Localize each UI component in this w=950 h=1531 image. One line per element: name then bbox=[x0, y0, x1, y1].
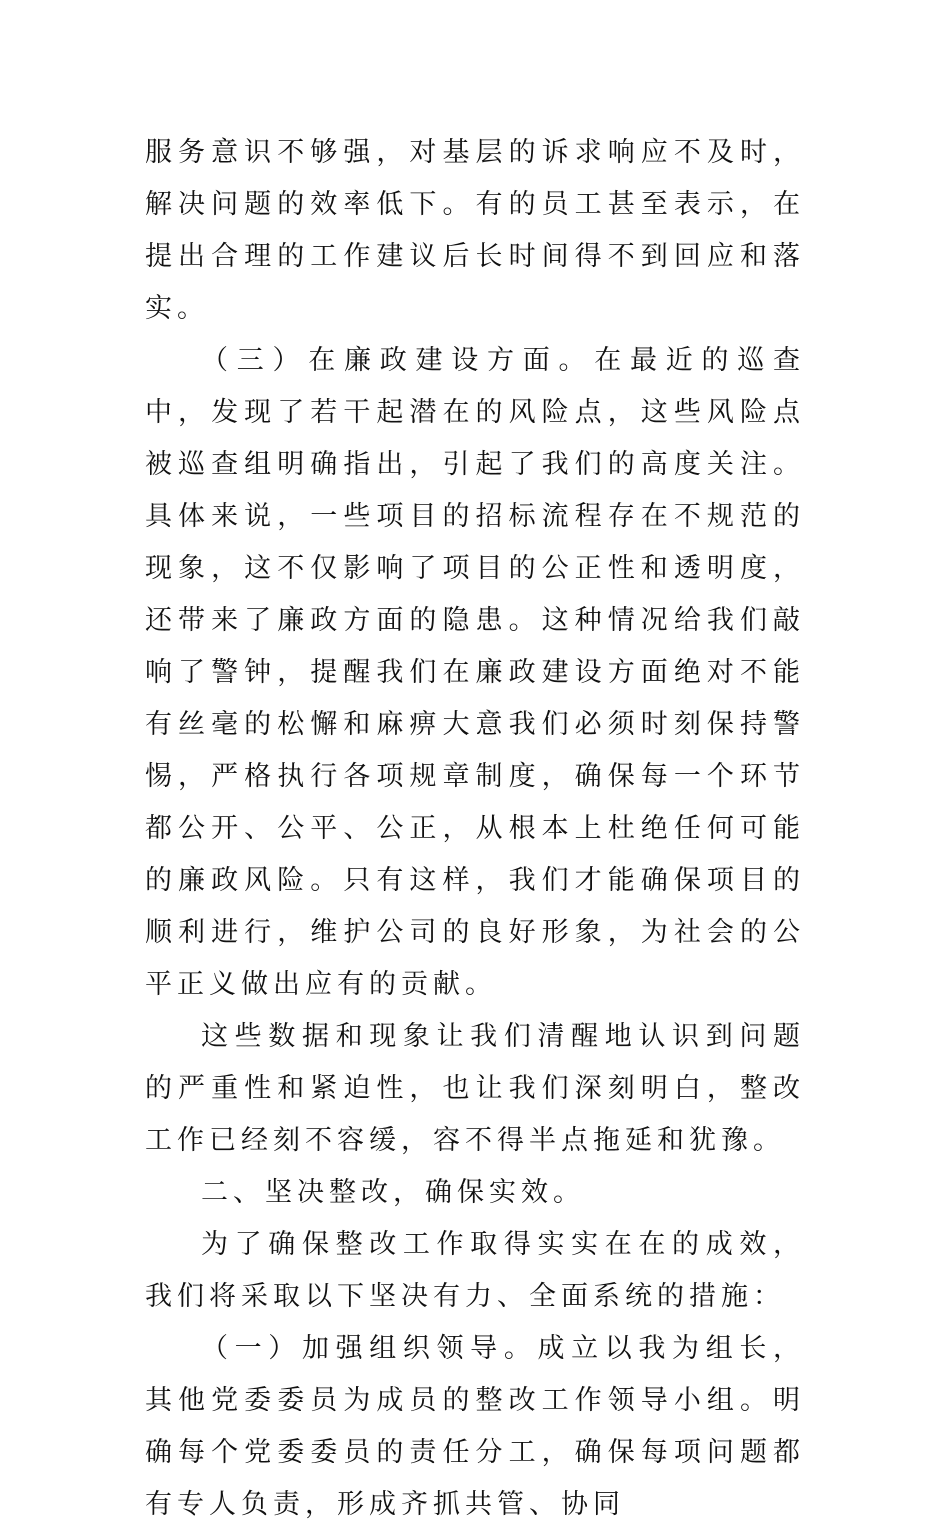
paragraph: 为了确保整改工作取得实实在在的成效，我们将采取以下坚决有力、全面系统的措施： bbox=[145, 1229, 805, 1312]
paragraph: 服务意识不够强，对基层的诉求响应不及时，解决问题的效率低下。有的员工甚至表示，在提出合理的工作建议后长时间得不到回应和落实。 bbox=[145, 137, 805, 324]
paragraph: （三）在廉政建设方面。在最近的巡查中，发现了若干起潜在的风险点，这些风险点被巡查组明确指出，引起了我们的高度关注。具体来说，一些项目的招标流程存在不规范的现象，这不仅影响了项目的公正性和透明度，还带来了廉政方面的隐患。这种情况给我们敲响了警钟，提醒我们在廉政建设方面绝对不能有丝毫的松懈和麻痹大意我们必须时刻保持警惕，严格执行各项规章制度，确保每一个环节都公开、公平、公正，从根本上杜绝任何可能的廉政风险。只有这样，我们才能确保项目的顺利进行，维护公司的良好形象，为社会的公平正义做出应有的贡献。 bbox=[145, 345, 805, 1000]
paragraph: （一）加强组织领导。成立以我为组长，其他党委委员为成员的整改工作领导小组。明确每个党委委员的责任分工，确保每项问题都有专人负责，形成齐抓共管、协同 bbox=[145, 1333, 805, 1520]
paragraph: 这些数据和现象让我们清醒地认识到问题的严重性和紧迫性，也让我们深刻明白，整改工作已经刻不容缓，容不得半点拖延和犹豫。 bbox=[145, 1021, 805, 1156]
document-body bbox=[145, 127, 805, 1531]
section-heading: 二、坚决整改，确保实效。 bbox=[201, 1177, 585, 1208]
